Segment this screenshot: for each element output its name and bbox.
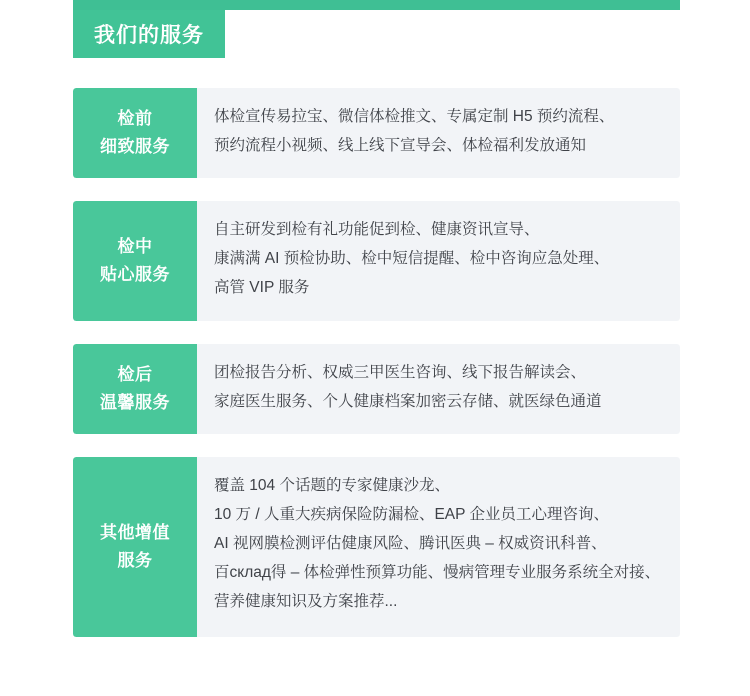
service-row-label [73,88,197,178]
service-row-label [73,201,197,321]
service-row [73,344,680,434]
service-row-label-line2: 贴心服务 [100,265,170,284]
service-row-body [197,344,680,434]
service-row-line: 康满满 AI 预检协助、检中短信提醒、检中咨询应急处理、 [214,250,610,267]
service-row-body [197,457,680,637]
service-row-label [73,457,197,637]
service-row-line: 预约流程小视频、线上线下宣导会、体检福利发放通知 [214,137,587,154]
header-accent-bar [73,0,680,10]
service-row-label-line2: 服务 [117,551,153,570]
service-row-line: 自主研发到检有礼功能促到检、健康资讯宣导、 [214,221,540,238]
service-row-label-line2: 温馨服务 [100,393,170,412]
service-row-line: 覆盖 104 个话题的专家健康沙龙、 [214,477,450,494]
service-row [73,201,680,321]
service-row-line: 营养健康知识及方案推荐... [214,593,398,610]
page-title: 我们的服务 [94,24,204,47]
service-row-label-line2: 细致服务 [100,137,170,156]
service-row-body [197,201,680,321]
service-row-line: 百склад得 – 体检弹性预算功能、慢病管理专业服务系统全对接、 [214,564,661,581]
service-row-label-line1: 检中 [117,237,153,256]
service-row-label-line1: 检后 [117,365,153,384]
service-sections [73,88,680,637]
service-row-line: AI 视网膜检测评估健康风险、腾讯医典 – 权威资讯科普、 [214,535,607,552]
service-row-line: 高管 VIP 服务 [214,279,310,296]
service-row-body [197,88,680,178]
service-row-line: 体检宣传易拉宝、微信体检推文、专属定制 H5 预约流程、 [214,108,615,125]
service-row [73,457,680,637]
service-row-line: 10 万 / 人重大疾病保险防漏检、EAP 企业员工心理咨询、 [214,506,610,523]
service-row-label-line1: 检前 [117,109,153,128]
page-title-tab [73,10,225,58]
service-row-line: 团检报告分析、权威三甲医生咨询、线下报告解读会、 [214,364,587,381]
service-row-label [73,344,197,434]
service-row [73,88,680,178]
service-row-label-line1: 其他增值 [100,523,170,542]
service-row-line: 家庭医生服务、个人健康档案加密云存储、就医绿色通道 [214,393,602,410]
